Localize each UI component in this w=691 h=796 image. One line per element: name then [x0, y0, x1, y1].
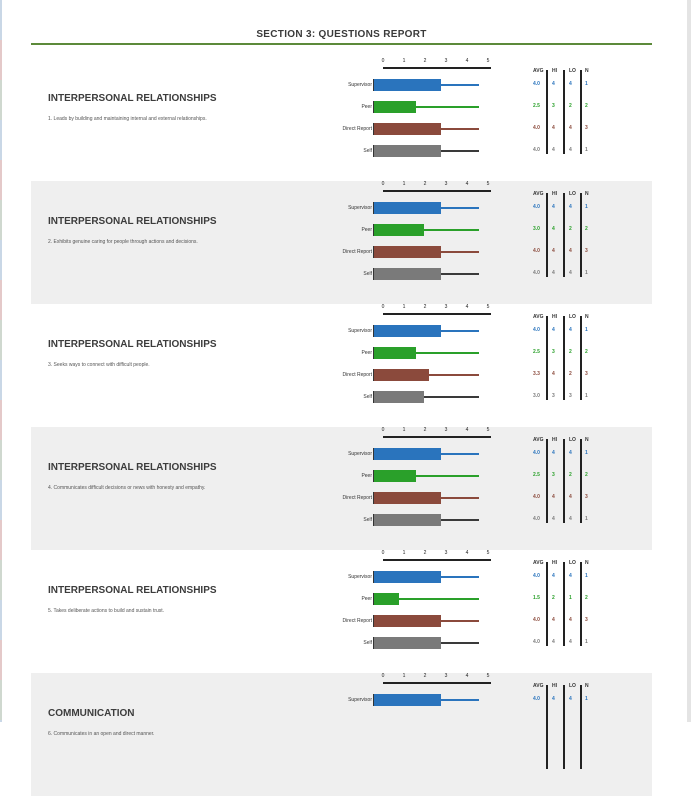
stat-header-avg: AVG [533, 314, 544, 320]
stat-n-value: 1 [585, 639, 588, 645]
stat-lo-value: 4 [569, 696, 572, 702]
scale-tick-label: 1 [402, 673, 406, 679]
stat-header-avg: AVG [533, 191, 544, 197]
scale-tick-label: 4 [465, 304, 469, 310]
rater-row [321, 325, 501, 337]
stat-n-value: 1 [585, 516, 588, 522]
stat-n-value: 1 [585, 393, 588, 399]
rater-label: Peer [361, 350, 372, 356]
score-bar [374, 615, 441, 627]
stat-hi-value: 3 [552, 103, 555, 109]
scale-rule [383, 559, 491, 561]
score-bar [374, 448, 441, 460]
stat-hi-value: 4 [552, 573, 555, 579]
stat-lo-value: 2 [569, 226, 572, 232]
question-category-title: INTERPERSONAL RELATIONSHIPS [48, 462, 217, 473]
rater-row [321, 470, 501, 482]
stat-n-value: 2 [585, 595, 588, 601]
stat-header-n: N [585, 683, 589, 689]
stat-avg-value: 4.0 [533, 573, 540, 579]
stat-column-divider [563, 439, 565, 523]
stat-lo-value: 4 [569, 639, 572, 645]
stat-header-n: N [585, 314, 589, 320]
stat-lo-value: 2 [569, 349, 572, 355]
stat-header-avg: AVG [533, 560, 544, 566]
stat-column-divider [546, 193, 548, 277]
stat-hi-value: 4 [552, 147, 555, 153]
scale-rule [383, 190, 491, 192]
score-bar [374, 347, 416, 359]
rater-row [321, 347, 501, 359]
stat-header-avg: AVG [533, 683, 544, 689]
stat-avg-value: 4.0 [533, 516, 540, 522]
stat-column-divider [546, 439, 548, 523]
stat-hi-value: 4 [552, 270, 555, 276]
scale-tick-label: 3 [444, 673, 448, 679]
rater-label: Direct Report [342, 618, 372, 624]
stat-column-divider [580, 562, 582, 646]
stat-hi-value: 4 [552, 516, 555, 522]
score-bar [374, 123, 441, 135]
stat-n-value: 1 [585, 573, 588, 579]
question-category-title: INTERPERSONAL RELATIONSHIPS [48, 585, 217, 596]
stat-lo-value: 4 [569, 270, 572, 276]
stat-header-n: N [585, 560, 589, 566]
stat-n-value: 3 [585, 371, 588, 377]
stat-n-value: 1 [585, 270, 588, 276]
scale-tick-label: 5 [486, 304, 490, 310]
stat-header-lo: LO [569, 314, 576, 320]
score-bar [374, 593, 399, 605]
rater-row [321, 369, 501, 381]
stat-column-divider [563, 193, 565, 277]
stat-lo-value: 4 [569, 204, 572, 210]
stat-column-divider [580, 316, 582, 400]
scale-tick-label: 5 [486, 181, 490, 187]
scale-tick-label: 3 [444, 550, 448, 556]
stat-avg-value: 3.3 [533, 371, 540, 377]
stat-hi-value: 2 [552, 595, 555, 601]
stat-header-hi: HI [552, 560, 557, 566]
scale-tick-label: 5 [486, 58, 490, 64]
stat-hi-value: 4 [552, 248, 555, 254]
question-text: 2. Exhibits genuine caring for people through actions and decisions. [48, 239, 198, 245]
stat-avg-value: 3.0 [533, 393, 540, 399]
score-bar [374, 694, 441, 706]
stat-lo-value: 4 [569, 450, 572, 456]
stat-hi-value: 4 [552, 371, 555, 377]
stat-header-lo: LO [569, 437, 576, 443]
rater-label: Supervisor [348, 82, 372, 88]
stat-header-hi: HI [552, 191, 557, 197]
scale-tick-label: 0 [381, 673, 385, 679]
scale-tick-label: 1 [402, 427, 406, 433]
rater-row [321, 224, 501, 236]
scale-tick-label: 5 [486, 427, 490, 433]
stat-header-hi: HI [552, 314, 557, 320]
rater-row [321, 492, 501, 504]
stat-avg-value: 4.0 [533, 81, 540, 87]
stat-n-value: 1 [585, 450, 588, 456]
scale-tick-label: 4 [465, 550, 469, 556]
stat-n-value: 1 [585, 81, 588, 87]
stat-header-n: N [585, 68, 589, 74]
stat-header-hi: HI [552, 68, 557, 74]
score-bar [374, 391, 424, 403]
scale-tick-label: 2 [423, 304, 427, 310]
scale-tick-label: 4 [465, 427, 469, 433]
rater-label: Peer [361, 473, 372, 479]
scale-tick-label: 4 [465, 181, 469, 187]
stat-lo-value: 4 [569, 327, 572, 333]
stat-header-hi: HI [552, 683, 557, 689]
rater-row [321, 571, 501, 583]
stat-lo-value: 4 [569, 81, 572, 87]
rater-row [321, 448, 501, 460]
scale-tick-label: 2 [423, 181, 427, 187]
rater-label: Direct Report [342, 249, 372, 255]
stat-avg-value: 4.0 [533, 147, 540, 153]
scale-tick-label: 1 [402, 58, 406, 64]
stat-hi-value: 3 [552, 472, 555, 478]
stat-avg-value: 2.5 [533, 349, 540, 355]
rater-label: Direct Report [342, 372, 372, 378]
scale-rule [383, 67, 491, 69]
stat-lo-value: 4 [569, 617, 572, 623]
score-bar [374, 325, 441, 337]
stat-n-value: 2 [585, 226, 588, 232]
score-bar [374, 470, 416, 482]
scale-tick-label: 2 [423, 550, 427, 556]
stat-n-value: 1 [585, 327, 588, 333]
score-bar [374, 492, 441, 504]
rater-row [321, 391, 501, 403]
stat-lo-value: 2 [569, 371, 572, 377]
stat-column-divider [580, 685, 582, 769]
stat-lo-value: 4 [569, 573, 572, 579]
rater-label: Self [363, 271, 372, 277]
question-section [31, 181, 652, 304]
stat-avg-value: 4.0 [533, 327, 540, 333]
stat-column-divider [580, 193, 582, 277]
scale-tick-label: 4 [465, 58, 469, 64]
rater-row [321, 123, 501, 135]
stat-n-value: 3 [585, 248, 588, 254]
stat-header-avg: AVG [533, 437, 544, 443]
stat-lo-value: 4 [569, 125, 572, 131]
stat-header-lo: LO [569, 68, 576, 74]
rater-label: Peer [361, 104, 372, 110]
scale-tick-label: 4 [465, 673, 469, 679]
stat-avg-value: 4.0 [533, 494, 540, 500]
stat-lo-value: 4 [569, 248, 572, 254]
rater-label: Self [363, 148, 372, 154]
stat-column-divider [546, 70, 548, 154]
stat-n-value: 2 [585, 472, 588, 478]
score-bar [374, 79, 441, 91]
rater-label: Peer [361, 596, 372, 602]
scale-rule [383, 682, 491, 684]
rater-row [321, 101, 501, 113]
page-title: SECTION 3: QUESTIONS REPORT [256, 29, 427, 40]
stat-avg-value: 4.0 [533, 639, 540, 645]
question-category-title: INTERPERSONAL RELATIONSHIPS [48, 216, 217, 227]
question-section [31, 550, 652, 673]
stat-avg-value: 4.0 [533, 696, 540, 702]
rater-row [321, 145, 501, 157]
scale-tick-label: 0 [381, 58, 385, 64]
score-bar [374, 202, 441, 214]
rater-label: Direct Report [342, 126, 372, 132]
stat-n-value: 1 [585, 147, 588, 153]
rater-row [321, 202, 501, 214]
stat-column-divider [546, 562, 548, 646]
scale-tick-label: 0 [381, 427, 385, 433]
stat-n-value: 1 [585, 204, 588, 210]
stat-hi-value: 4 [552, 617, 555, 623]
stat-hi-value: 4 [552, 125, 555, 131]
question-text: 1. Leads by building and maintaining internal and external relationships. [48, 116, 207, 122]
question-category-title: COMMUNICATION [48, 708, 135, 719]
rater-label: Peer [361, 227, 372, 233]
stat-n-value: 2 [585, 349, 588, 355]
stat-hi-value: 4 [552, 639, 555, 645]
stat-column-divider [580, 70, 582, 154]
scale-tick-label: 3 [444, 181, 448, 187]
question-text: 4. Communicates difficult decisions or news with honesty and empathy. [48, 485, 206, 491]
question-text: 5. Takes deliberate actions to build and sustain trust. [48, 608, 165, 614]
scale-tick-label: 0 [381, 550, 385, 556]
scale-tick-label: 2 [423, 673, 427, 679]
rater-row [321, 268, 501, 280]
question-category-title: INTERPERSONAL RELATIONSHIPS [48, 93, 217, 104]
stat-lo-value: 1 [569, 595, 572, 601]
stat-lo-value: 3 [569, 393, 572, 399]
stat-avg-value: 4.0 [533, 248, 540, 254]
rater-row [321, 637, 501, 649]
scale-tick-label: 3 [444, 427, 448, 433]
scale-tick-label: 2 [423, 427, 427, 433]
rater-row [321, 593, 501, 605]
score-bar [374, 246, 441, 258]
scale-rule [383, 313, 491, 315]
stat-column-divider [580, 439, 582, 523]
rater-label: Supervisor [348, 205, 372, 211]
score-bar [374, 145, 441, 157]
rater-label: Supervisor [348, 451, 372, 457]
stat-n-value: 3 [585, 125, 588, 131]
rater-row [321, 694, 501, 706]
stat-hi-value: 4 [552, 327, 555, 333]
stat-column-divider [546, 316, 548, 400]
score-bar [374, 224, 424, 236]
question-section [31, 58, 652, 181]
question-category-title: INTERPERSONAL RELATIONSHIPS [48, 339, 217, 350]
question-text: 3. Seeks ways to connect with difficult people. [48, 362, 150, 368]
stat-column-divider [563, 316, 565, 400]
stat-lo-value: 2 [569, 472, 572, 478]
question-section [31, 304, 652, 427]
header-rule [31, 43, 652, 45]
stat-avg-value: 1.5 [533, 595, 540, 601]
scale-tick-label: 3 [444, 304, 448, 310]
stat-hi-value: 4 [552, 226, 555, 232]
rater-label: Self [363, 394, 372, 400]
stat-header-n: N [585, 191, 589, 197]
stat-hi-value: 4 [552, 81, 555, 87]
stat-header-lo: LO [569, 191, 576, 197]
stat-avg-value: 4.0 [533, 617, 540, 623]
stat-column-divider [563, 562, 565, 646]
stat-avg-value: 4.0 [533, 125, 540, 131]
stat-header-hi: HI [552, 437, 557, 443]
stat-hi-value: 4 [552, 450, 555, 456]
stat-avg-value: 4.0 [533, 270, 540, 276]
rater-label: Supervisor [348, 697, 372, 703]
stat-avg-value: 2.5 [533, 103, 540, 109]
question-text: 6. Communicates in an open and direct manner. [48, 731, 155, 737]
stat-lo-value: 4 [569, 516, 572, 522]
stat-lo-value: 2 [569, 103, 572, 109]
score-bar [374, 637, 441, 649]
scale-rule [383, 436, 491, 438]
stat-avg-value: 4.0 [533, 450, 540, 456]
rater-row [321, 615, 501, 627]
score-bar [374, 514, 441, 526]
stat-header-lo: LO [569, 683, 576, 689]
stat-n-value: 1 [585, 696, 588, 702]
stat-hi-value: 3 [552, 349, 555, 355]
rater-label: Supervisor [348, 574, 372, 580]
scale-tick-label: 1 [402, 304, 406, 310]
stat-n-value: 3 [585, 617, 588, 623]
stat-avg-value: 3.0 [533, 226, 540, 232]
score-bar [374, 268, 441, 280]
rater-label: Self [363, 517, 372, 523]
stat-n-value: 3 [585, 494, 588, 500]
rater-row [321, 79, 501, 91]
question-section [31, 673, 652, 796]
rater-row [321, 514, 501, 526]
stat-hi-value: 3 [552, 393, 555, 399]
stat-header-avg: AVG [533, 68, 544, 74]
scale-tick-label: 3 [444, 58, 448, 64]
stat-column-divider [563, 70, 565, 154]
page-right-edge [687, 0, 691, 722]
stat-avg-value: 4.0 [533, 204, 540, 210]
scale-tick-label: 5 [486, 673, 490, 679]
score-bar [374, 571, 441, 583]
scale-tick-label: 5 [486, 550, 490, 556]
rater-row [321, 246, 501, 258]
stat-lo-value: 4 [569, 147, 572, 153]
stat-lo-value: 4 [569, 494, 572, 500]
scale-tick-label: 1 [402, 181, 406, 187]
stat-avg-value: 2.5 [533, 472, 540, 478]
question-section [31, 427, 652, 550]
rater-label: Self [363, 640, 372, 646]
page-left-edge [0, 0, 2, 722]
stat-hi-value: 4 [552, 204, 555, 210]
scale-tick-label: 0 [381, 181, 385, 187]
scale-tick-label: 0 [381, 304, 385, 310]
stat-hi-value: 4 [552, 494, 555, 500]
stat-column-divider [546, 685, 548, 769]
rater-label: Direct Report [342, 495, 372, 501]
scale-tick-label: 2 [423, 58, 427, 64]
rater-label: Supervisor [348, 328, 372, 334]
stat-header-n: N [585, 437, 589, 443]
stat-header-lo: LO [569, 560, 576, 566]
score-bar [374, 369, 429, 381]
score-bar [374, 101, 416, 113]
stat-hi-value: 4 [552, 696, 555, 702]
scale-tick-label: 1 [402, 550, 406, 556]
stat-column-divider [563, 685, 565, 769]
stat-n-value: 2 [585, 103, 588, 109]
